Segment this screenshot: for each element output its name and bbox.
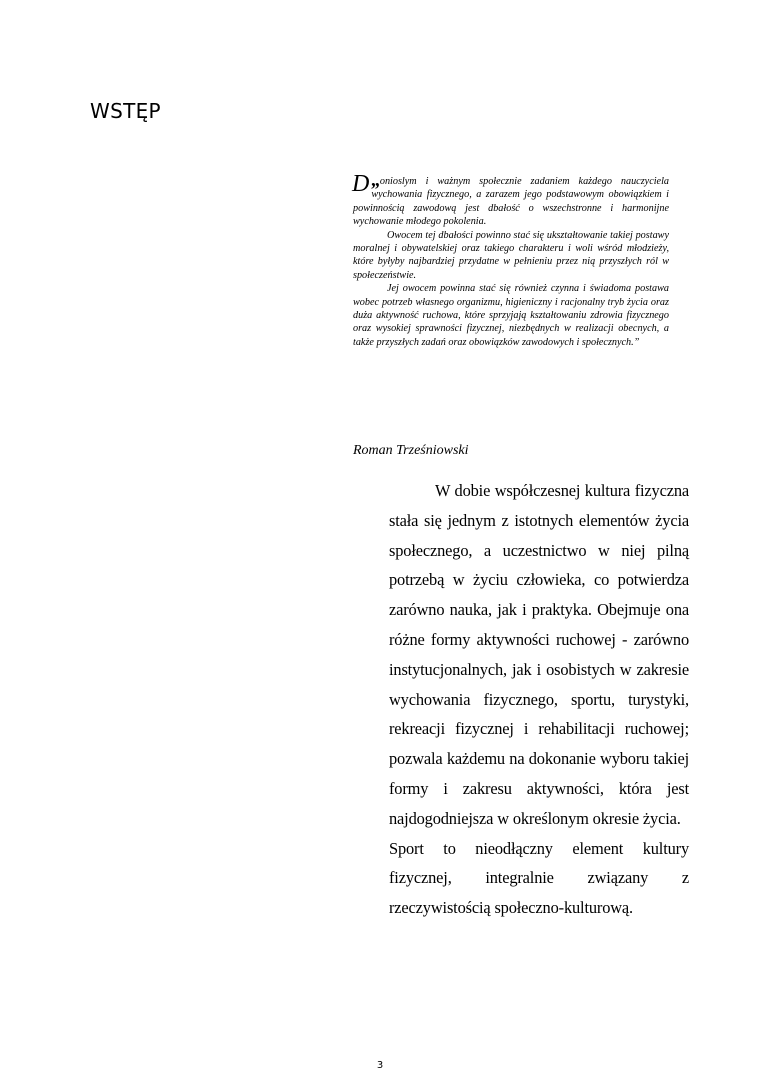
- body-paragraph-1: W dobie współczesnej kultura fizyczna stała się jednym z istotnych elementów życia społecznego, a uczestnictwo w niej pilną potrzebą w życiu człowieka, co potwierdza zarówno nauka, jak i praktyka. Obejmuje ona różne formy aktywności ruchowej - zarówno instytucjonalnych, jak i osobistych w zakresie wychowania fizycznego, sportu, turystyki, rekreacji fizycznej i rehabilitacji ruchowej; pozwala każdemu na dokonanie wyboru takiej formy i zakresu aktywności, która jest najdogodniejsza w określonym okresie życia.: [389, 481, 689, 828]
- epigraph-quote: [352, 170, 669, 349]
- body-text: [389, 476, 689, 923]
- epigraph-paragraph-3: Jej owocem powinna stać się również czynna i świadoma postawa wobec potrzeb własnego organizmu, higieniczny i racjonalny tryb życia oraz duża aktywność ruchowa, które sprzyjają kształtowaniu zdrowia fizycznego oraz wysokiej sprawności fizycznej, niezbędnych w realizacji obecnych, a także przyszłych zadań oraz obowiązków zawodowych i społecznych.”: [353, 283, 669, 348]
- section-heading: WSTĘP: [90, 99, 161, 123]
- page-number: 3: [376, 1060, 384, 1071]
- opening-quote-mark: „: [371, 170, 380, 191]
- epigraph-paragraph-2: Owocem tej dbałości powinno stać się ukształtowanie takiej postawy moralnej i obywatelskiej oraz takiego charakteru i woli wśród młodzieży, które byłyby najbardziej przydatne w pełnieniu przez nią przyszłych ról w społeczeństwie.: [353, 229, 669, 281]
- epigraph-author: Roman Trześniowski: [353, 443, 469, 458]
- dropcap-letter: D: [352, 171, 370, 197]
- body-paragraph-2: Sport to nieodłączny element kultury fizycznej, integralnie związany z rzeczywistością społeczno-kulturową.: [389, 838, 689, 918]
- epigraph-paragraph-1: [352, 170, 669, 229]
- epigraph-paragraph-1-text: onioslym i ważnym społecznie zadaniem każdego nauczyciela wychowania fizycznego, a zarazem jego podstawowym obowiązkiem i powinnością zawodową jest dbałość o wszechstronne i harmonijne wychowanie młodego pokolenia.: [353, 176, 669, 228]
